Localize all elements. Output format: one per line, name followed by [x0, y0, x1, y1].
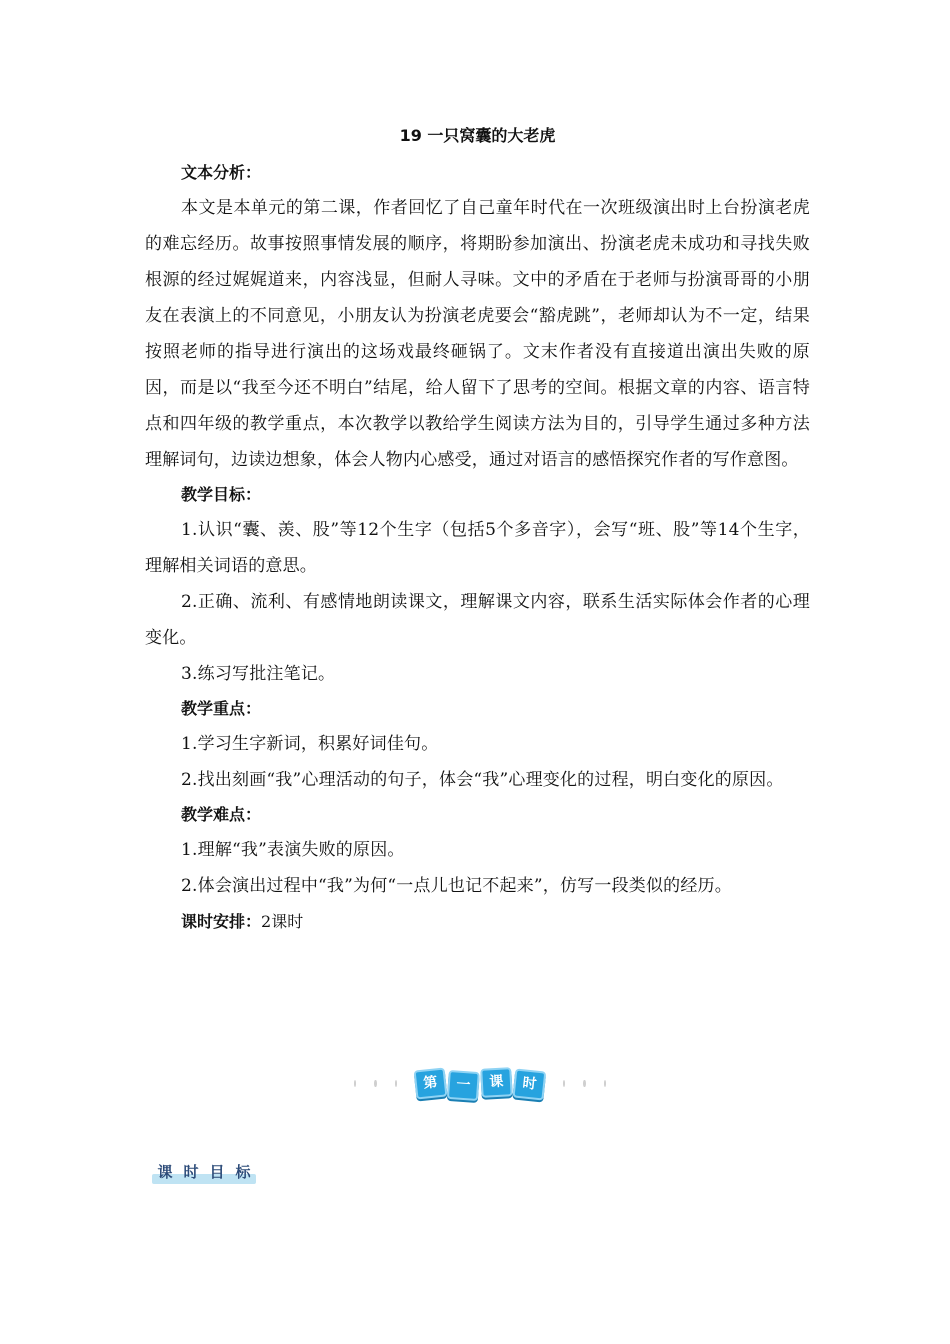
schedule-value: 2课时: [261, 912, 304, 931]
lesson-title: 19 一只窝囊的大老虎: [399, 126, 556, 145]
schedule-line: [145, 904, 810, 940]
badge-char: 一: [447, 1069, 480, 1100]
lesson-divider: [345, 1066, 615, 1100]
section-heading-difficulties: 教学难点：: [181, 805, 262, 824]
key-point-item: 2.找出刻画“我”心理活动的句子，体会“我”心理变化的过程，明白变化的原因。: [181, 770, 784, 790]
tag-char: 课: [157, 1162, 173, 1181]
difficulty-item: 1.理解“我”表演失败的原因。: [181, 840, 405, 860]
divider-dot: [374, 1080, 376, 1087]
key-point-item: 1.学习生字新词，积累好词佳句。: [181, 734, 439, 754]
divider-dot: [395, 1080, 397, 1087]
divider-dot: [563, 1080, 565, 1087]
schedule-label: 课时安排：: [181, 912, 262, 931]
lesson-objectives-tag: [152, 1156, 256, 1186]
objective-item: 2.正确、流利、有感情地朗读课文，理解课文内容，联系生活实际体会作者的心理变化。: [145, 592, 810, 648]
objective-item: 1.认识“囊、羡、股”等12个生字（包括5个多音字），会写“班、股”等14个生字，理解相关词语的意思。: [145, 520, 810, 576]
tag-char: 标: [235, 1162, 251, 1181]
divider-dot: [354, 1080, 356, 1087]
divider-dot: [604, 1080, 606, 1087]
text-analysis-paragraph: 本文是本单元的第二课，作者回忆了自己童年时代在一次班级演出时上台扮演老虎的难忘经历。故事按照事情发展的顺序，将期盼参加演出、扮演老虎未成功和寻找失败根源的经过娓娓道来，内容浅显，但耐人寻味。文中的矛盾在于老师与扮演哥哥的小朋友在表演上的不同意见，小朋友认为扮演老虎要会“豁虎跳”，老师却认为不一定，结果按照老师的指导进行演出的这场戏最终砸锅了。文末作者没有直接道出演出失败的原因，而是以“我至今还不明白”结尾，给人留下了思考的空间。根据文章的内容、语言特点和四年级的教学重点，本次教学以教给学生阅读方法为目的，引导学生通过多种方法理解词句，边读边想象，体会人物内心感受，通过对语言的感悟探究作者的写作意图。: [145, 198, 810, 470]
badge-char: 课: [480, 1067, 512, 1098]
section-heading-key-points: 教学重点：: [181, 699, 262, 718]
difficulty-item: 2.体会演出过程中“我”为何“一点儿也记不起来”，仿写一段类似的经历。: [181, 876, 732, 896]
badge-char: 时: [512, 1068, 546, 1100]
divider-dot: [583, 1080, 585, 1087]
tag-char: 目: [209, 1162, 225, 1181]
section-heading-objectives: 教学目标：: [181, 485, 262, 504]
section-heading-text-analysis: 文本分析：: [181, 163, 262, 182]
document-page: [145, 120, 810, 940]
objective-item: 3.练习写批注笔记。: [181, 664, 336, 684]
tag-char: 时: [183, 1162, 199, 1181]
badge-char: 第: [414, 1067, 448, 1099]
first-lesson-badge: [414, 1069, 546, 1098]
